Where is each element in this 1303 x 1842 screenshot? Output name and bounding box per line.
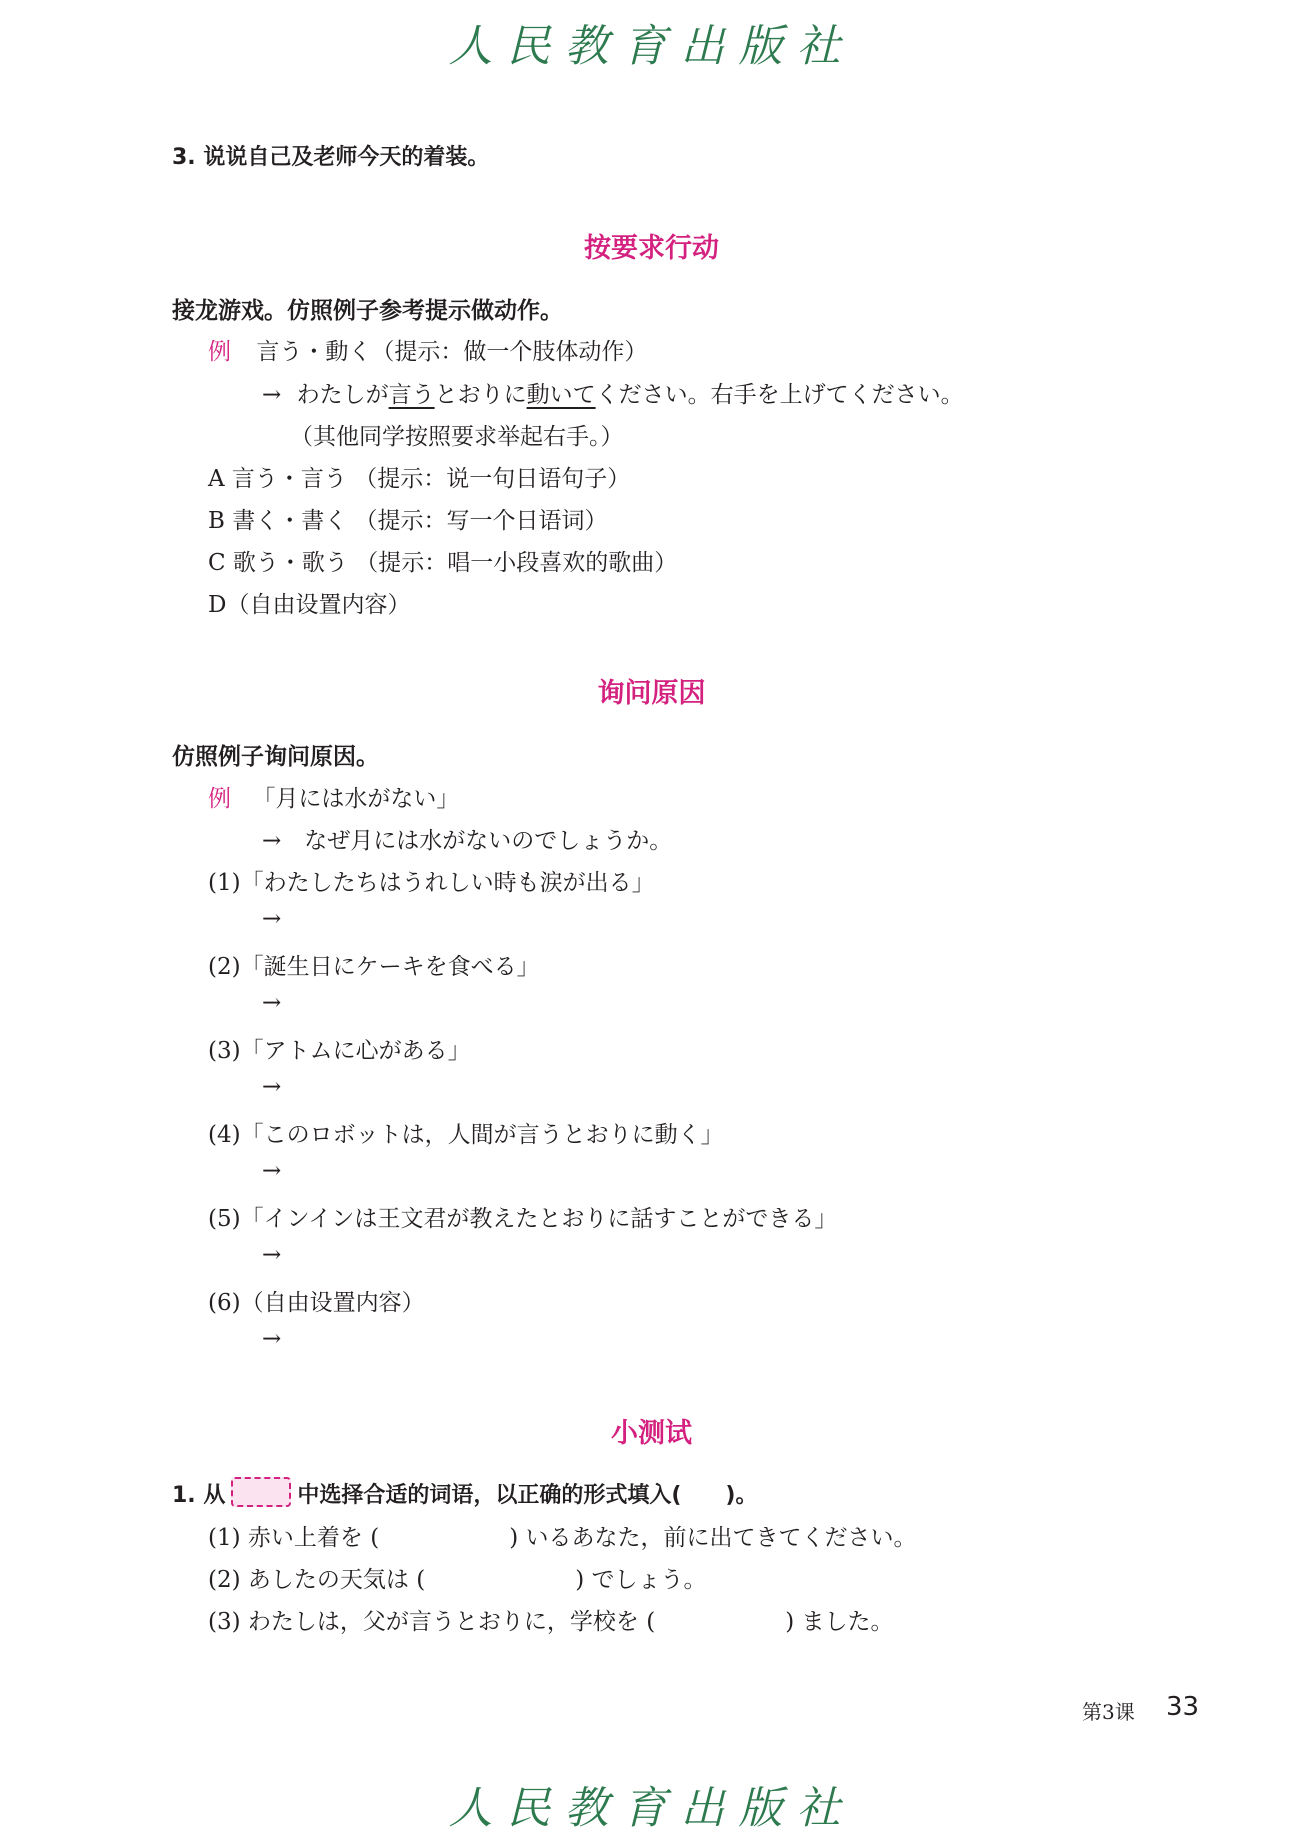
quiz-item-after: ) いるあなた，前に出てきてください。 xyxy=(509,1525,917,1551)
section1-instruction: 接龙游戏。仿照例子参考提示做动作。 xyxy=(172,298,563,324)
example-answer-part2: とおりに xyxy=(434,382,527,408)
section1-item-d: D（自由设置内容） xyxy=(208,592,411,618)
example-underline-1: 言う xyxy=(388,382,435,408)
quiz-item-2 xyxy=(208,1561,707,1594)
section2-item-2: (2)「誕生日にケーキを食べる」 xyxy=(208,954,540,980)
answer-arrow-6: → xyxy=(262,1326,282,1352)
question-3: 3. 说说自己及老师今天的着装。 xyxy=(172,145,490,170)
section2-item-3: (3)「アトムに心がある」 xyxy=(208,1038,471,1064)
example-text: 「月には水がない」 xyxy=(252,786,460,812)
section2-item-4: (4)「このロボットは，人間が言うとおりに動く」 xyxy=(208,1122,724,1148)
arrow: → xyxy=(262,382,282,408)
quiz-item-after: ) でしょう。 xyxy=(575,1567,707,1593)
section2-item-5: (5)「インインは王文君が教えたとおりに話すことができる」 xyxy=(208,1206,838,1232)
example-mark: 例 xyxy=(208,339,231,365)
quiz-item-num: (3) xyxy=(208,1609,241,1635)
word-box-placeholder xyxy=(231,1477,291,1507)
example-underline-2: 動いて xyxy=(526,382,596,408)
quiz-item-after: ) ました。 xyxy=(785,1609,894,1635)
quiz-item-before: わたしは，父が言うとおりに，学校を ( xyxy=(247,1609,656,1635)
section2-example xyxy=(208,780,459,813)
section1-example xyxy=(208,333,647,366)
answer-arrow-2: → xyxy=(262,990,282,1016)
example-text: 言う・動く（提示：做一个肢体动作） xyxy=(256,339,648,365)
quiz-q1-prefix: 1. 从 xyxy=(172,1483,226,1508)
quiz-item-before: あしたの天気は ( xyxy=(247,1567,426,1593)
section1-item-c: C 歌う・歌う （提示：唱一小段喜欢的歌曲） xyxy=(208,550,678,576)
example-answer-part1: わたしが xyxy=(296,382,389,408)
section1-item-a: A 言う・言う （提示：说一句日语句子） xyxy=(208,466,631,492)
quiz-q1-suffix: 中选择合适的词语，以正确的形式填入( )。 xyxy=(297,1483,758,1508)
example-mark: 例 xyxy=(208,786,231,812)
answer-arrow-3: → xyxy=(262,1074,282,1100)
quiz-question-1 xyxy=(172,1477,757,1509)
section-heading-ask-reason: 询问原因 xyxy=(597,678,706,709)
quiz-item-num: (2) xyxy=(208,1567,241,1593)
answer-arrow-1: → xyxy=(262,906,282,932)
section1-example-note: （其他同学按照要求举起右手。） xyxy=(290,424,624,450)
quiz-item-1 xyxy=(208,1519,917,1552)
section2-item-6: (6)（自由设置内容） xyxy=(208,1290,425,1316)
quiz-item-num: (1) xyxy=(208,1525,241,1551)
page-number: 33 xyxy=(1166,1692,1200,1722)
quiz-item-3 xyxy=(208,1603,894,1636)
publisher-watermark-bottom: 人民教育出版社 xyxy=(448,1783,855,1834)
lesson-label: 第3课 xyxy=(1082,1700,1135,1724)
section2-instruction: 仿照例子询问原因。 xyxy=(172,744,379,770)
section-heading-act: 按要求行动 xyxy=(584,233,719,264)
example-answer-part3: ください。右手を上げてください。 xyxy=(595,382,964,408)
publisher-watermark-top: 人民教育出版社 xyxy=(448,21,855,72)
section2-item-1: (1)「わたしたちはうれしい時も涙が出る」 xyxy=(208,870,655,896)
answer-arrow-5: → xyxy=(262,1242,282,1268)
section-heading-quiz: 小测试 xyxy=(611,1418,692,1449)
section1-example-answer xyxy=(262,376,964,409)
quiz-item-before: 赤い上着を ( xyxy=(247,1525,380,1551)
section1-item-b: B 書く・書く （提示：写一个日语词） xyxy=(208,508,608,534)
answer-arrow-4: → xyxy=(262,1158,282,1184)
section2-example-answer: → なぜ月には水がないのでしょうか。 xyxy=(262,828,673,854)
